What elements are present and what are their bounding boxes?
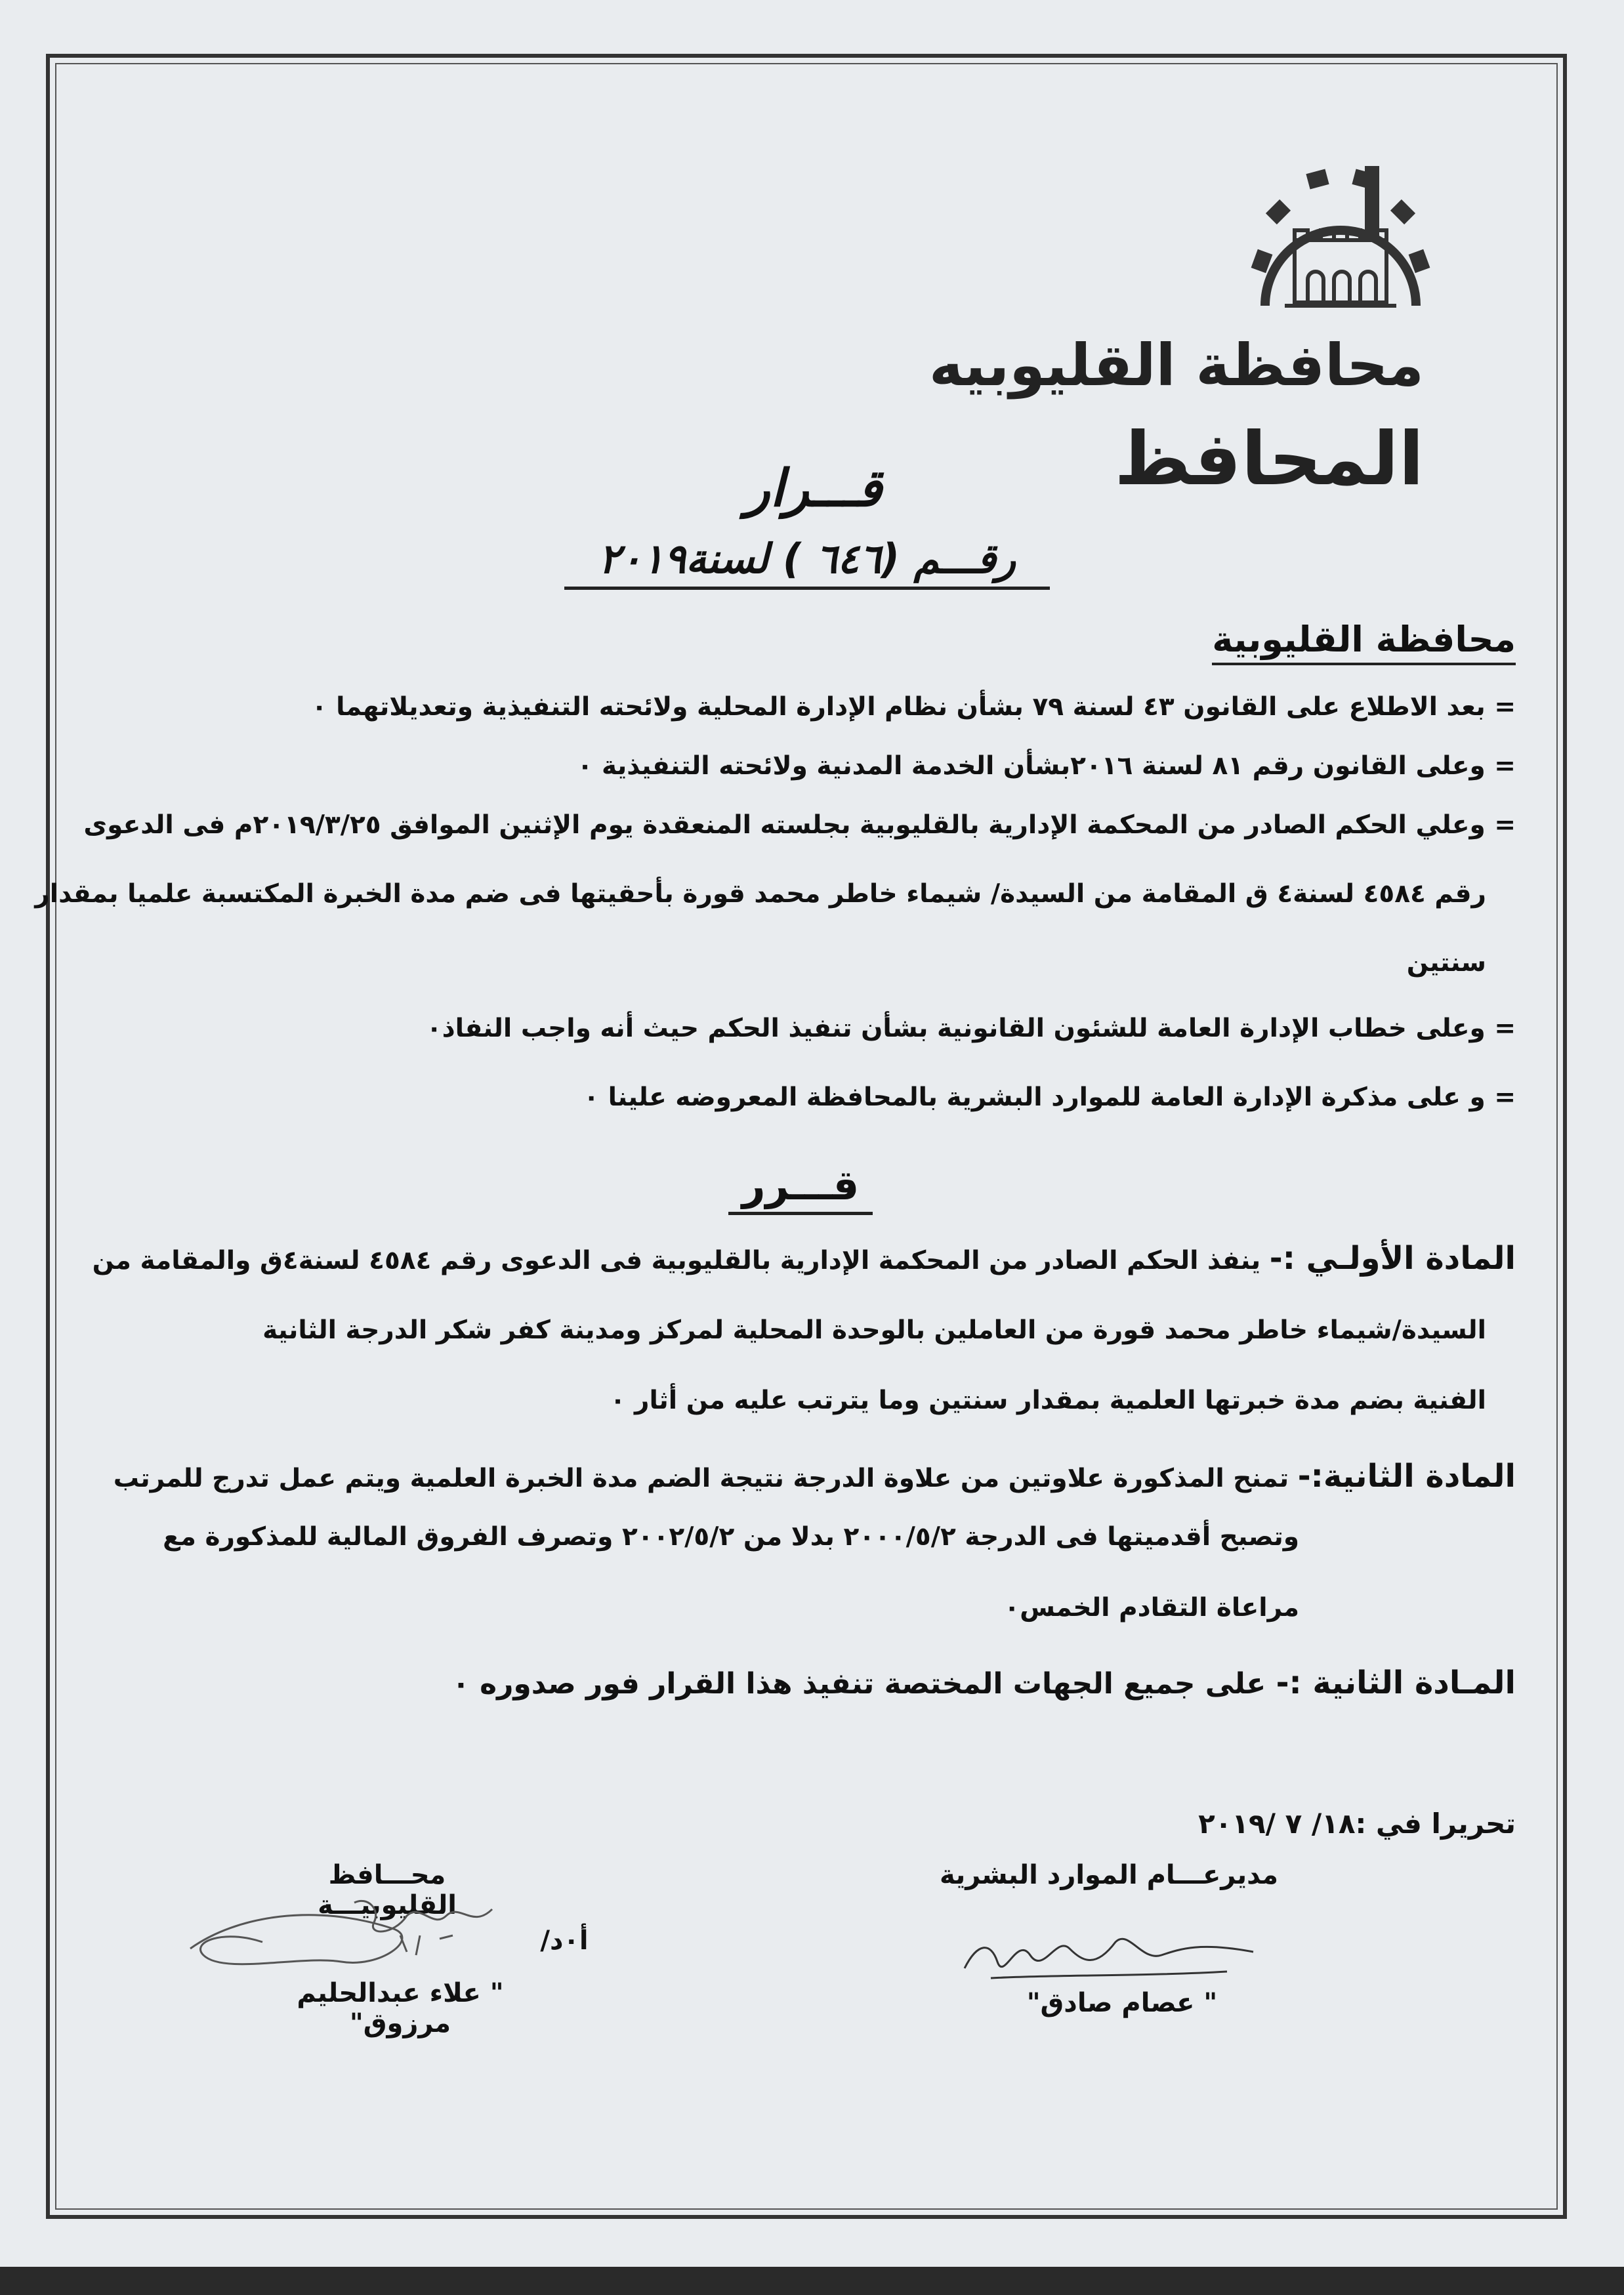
article-1-line: الفنية بضم مدة خبرتها العلمية بمقدار سنتين وما يترتب عليه من أثار ٠ (610, 1386, 1486, 1415)
article-3-label: المـادة الثانية :- (1276, 1664, 1516, 1701)
preamble-heading: محافظة القليوبية (1212, 619, 1516, 665)
article-3-text: على جميع الجهات المختصة تنفيذ هذا القرار فور صدوره ٠ (451, 1667, 1266, 1701)
date-line: تحريرا في :١٨/ ٧ /٢٠١٩ (1198, 1808, 1516, 1840)
decided-heading: قـــرر (728, 1161, 873, 1215)
preamble-line: = وعلي الحكم الصادر من المحكمة الإدارية بالقليوبية بجلسته المنعقدة يوم الإثنين الموافق ٢٠١٩/٣/٢٥م فى الدعوى (83, 810, 1516, 840)
article-2-label: المادة الثانية:- (1297, 1458, 1516, 1495)
governor-prefix: أ٠د/ (540, 1926, 589, 1956)
article-1-first-line (93, 1240, 1516, 1277)
scan-edge (0, 2267, 1624, 2295)
hr-director-signature (951, 1916, 1266, 1995)
preamble-line: = وعلى القانون رقم ٨١ لسنة ٢٠١٦بشأن الخدمة المدنية ولائحته التنفيذية ٠ (577, 751, 1516, 781)
governor-name: " علاء عبدالحليم مرزوق" (297, 1978, 504, 2038)
governor-office: المحافظ (1114, 417, 1424, 502)
decision-number: رقـــم (٦٤٦ ) لسنة٢٠١٩ (564, 535, 1050, 590)
hr-director-name: " عصام صادق" (1026, 1988, 1218, 2018)
article-2-text: تمنح المذكورة علاوتين من علاوة الدرجة نتيجة الضم مدة الخبرة العلمية ويتم عمل تدرج للمرتب (113, 1464, 1289, 1493)
hr-director-title: مديرعـــام الموارد البشرية (939, 1860, 1279, 1890)
preamble-line: = و على مذكرة الإدارة العامة للموارد البشرية بالمحافظة المعروضه علينا ٠ (583, 1083, 1516, 1112)
governorate-emblem-icon (1239, 155, 1442, 312)
article-1-line: السيدة/شيماء خاطر محمد قورة من العاملين بالوحدة المحلية لمركز ومدينة كفر شكر الدرجة الثانية (262, 1315, 1486, 1345)
preamble-line: رقم ٤٥٨٤ لسنة٤ ق المقامة من السيدة/ شيماء خاطر محمد قورة بأحقيتها فى ضم مدة الخبرة المكتسبة علميا بمقدار (35, 879, 1486, 909)
article-2-line: مراعاة التقادم الخمس٠ (1004, 1593, 1299, 1623)
article-2-line: وتصبح أقدميتها فى الدرجة ٢٠٠٠/٥/٢ بدلا من ٢٠٠٢/٥/٢ وتصرف الفروق المالية للمذكورة مع (163, 1522, 1299, 1552)
article-3-line (452, 1664, 1516, 1701)
article-1-text: ينفذ الحكم الصادر من المحكمة الإدارية بالقليوبية فى الدعوى رقم ٤٥٨٤ لسنة٤ق والمقامة من (92, 1246, 1261, 1275)
article-2-first-line (114, 1458, 1516, 1495)
governor-title: محـــافظ القليوبيـــة (318, 1860, 457, 1920)
preamble-line: = وعلى خطاب الإدارة العامة للشئون القانونية بشأن تنفيذ الحكم حيث أنه واجب النفاذ٠ (426, 1014, 1516, 1043)
decision-title: قـــرار (745, 459, 883, 518)
preamble-line: = بعد الاطلاع على القانون ٤٣ لسنة ٧٩ بشأن نظام الإدارة المحلية ولائحته التنفيذية وتعديلاتهما ٠ (311, 692, 1516, 722)
governorate-name: محافظة القليوبيه (928, 331, 1424, 399)
preamble-line: سنتين (1406, 948, 1486, 978)
article-1-label: المادة الأولـي :- (1269, 1240, 1516, 1277)
